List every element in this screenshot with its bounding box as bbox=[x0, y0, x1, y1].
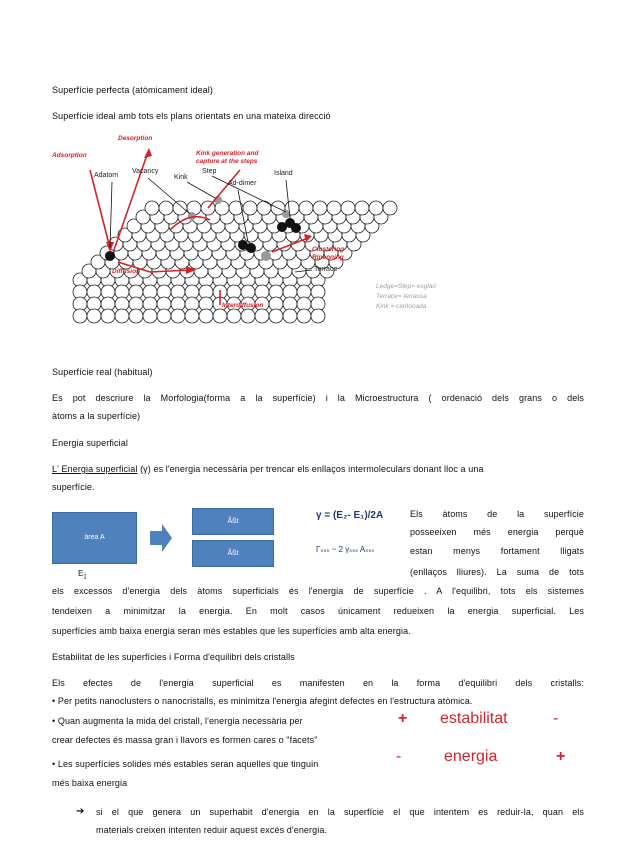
side-text-4: (enllaços lliures). La suma de tots bbox=[410, 567, 584, 577]
label-desorption: Desorption bbox=[118, 135, 153, 142]
bullet-nanoclusters: • Per petits nanoclusters o nanocristalls, es minimitza l'energia afegint defectes en l'estructura atòmica. bbox=[52, 696, 473, 706]
label-ripenning: Ripenning bbox=[312, 254, 344, 261]
lattice-atom bbox=[355, 201, 369, 215]
surface-energy-title: Energia superficial bbox=[52, 438, 128, 448]
arrow-text-2: materials creixen intenten reduir aquest excés d'energia. bbox=[96, 825, 328, 835]
label-step: Step bbox=[202, 168, 217, 175]
lattice-atom bbox=[313, 201, 327, 215]
lattice-atom bbox=[145, 201, 159, 215]
energy-e-sub: 1 bbox=[83, 574, 87, 581]
real-surface-desc-1: Es pot descriure la Morfologia(forma a la superfície) i la Microestructura ( ordenació dels grans o dels bbox=[52, 393, 584, 403]
arrow-bullet-icon: ➔ bbox=[76, 806, 85, 817]
stability-word: estabilitat bbox=[440, 710, 508, 727]
energy-plus: + bbox=[556, 748, 566, 765]
lattice-atom bbox=[327, 201, 341, 215]
lattice-atom bbox=[311, 309, 325, 323]
label-kink-generation-2: capture at the steps bbox=[196, 158, 258, 165]
label-adsorption: Adsorption bbox=[52, 152, 87, 159]
stability-line-1: Els efectes de l'energia superficial es manifesten en la forma d'equilibri dels cristalls: bbox=[52, 678, 584, 688]
bullet-stable-surfaces-2: més baixa energia bbox=[52, 778, 128, 788]
adatom-atom bbox=[105, 251, 115, 261]
gamma-total-formula: Γₛₛₛ ~ 2 γₛₛₛ Aₛₛₛ bbox=[316, 545, 375, 554]
real-surface-title: Superfície real (habitual) bbox=[52, 367, 153, 377]
lattice-atom bbox=[101, 309, 115, 323]
bullet-crystal-size-2: crear defectes és massa gran i llavors es formen cares o "facets" bbox=[52, 735, 318, 745]
body-text-1: els excessos d'energia dels àtoms superficials és l'energia de superfície . A l'equilibri, tots els sistemes bbox=[52, 586, 584, 596]
lattice-atom bbox=[297, 309, 311, 323]
lattice-atom bbox=[283, 309, 297, 323]
lattice-atom bbox=[257, 201, 271, 215]
perfect-surface-title: Superfície perfecta (atòmicament ideal) bbox=[52, 85, 213, 95]
label-interdiffusion: Interdiffusion bbox=[222, 302, 264, 309]
slab-top-box: Ãßt bbox=[192, 508, 274, 535]
cluster-atom bbox=[261, 251, 271, 261]
lattice-atom bbox=[87, 309, 101, 323]
side-text-3: estan menys fortament lligats bbox=[410, 546, 584, 556]
adsorption-arrow bbox=[90, 170, 110, 248]
lattice-atom bbox=[269, 309, 283, 323]
lattice-atom bbox=[369, 201, 383, 215]
lattice-atom bbox=[227, 309, 241, 323]
side-text-2: posseeixen més energia perquè bbox=[410, 527, 584, 537]
label-ad-dimer: Ad-dimer bbox=[228, 180, 257, 187]
arrow-text-1: si el que genera un superhabit d'energia en la superfície el que intentem es reduir-la, quan els bbox=[96, 807, 584, 817]
lattice-atom bbox=[173, 201, 187, 215]
split-arrow bbox=[150, 524, 172, 557]
energy-e1-label bbox=[78, 569, 87, 581]
label-clustering: Clustering bbox=[312, 246, 345, 253]
lattice-atom bbox=[185, 309, 199, 323]
surface-energy-definition bbox=[52, 463, 584, 475]
label-diffusion: Diffusion bbox=[112, 268, 141, 275]
stability-minus: - bbox=[553, 710, 559, 727]
lattice-atom bbox=[171, 309, 185, 323]
slab-bottom-box: Ãßt bbox=[192, 540, 274, 567]
side-text-1: Els àtoms de la superfície bbox=[410, 509, 584, 519]
kink-pointer bbox=[187, 182, 215, 198]
real-surface-desc-2: àtoms a la superfície) bbox=[52, 411, 141, 421]
energy-e-letter: E bbox=[78, 569, 84, 578]
label-kink-generation: Kink generation and bbox=[196, 150, 259, 157]
lattice-atom bbox=[115, 309, 129, 323]
legend-ledge: Ledge=Step= esglaó bbox=[376, 283, 436, 290]
lattice-atom bbox=[159, 201, 173, 215]
lattice-atom bbox=[213, 309, 227, 323]
energy-word: energia bbox=[444, 748, 498, 765]
lattice-atom bbox=[199, 309, 213, 323]
lattice-atom bbox=[241, 309, 255, 323]
lattice-atom bbox=[157, 309, 171, 323]
legend-kink: Kink = cantonada bbox=[376, 303, 427, 310]
split-arrow-svg bbox=[150, 524, 172, 552]
lattice-atom bbox=[383, 201, 397, 215]
body-text-2: tendeixen a minimitzar la energia. En molt casos únicament redueixen la energia superficial. Les bbox=[52, 606, 584, 616]
legend-terrace: Terrace= terrassa bbox=[376, 293, 427, 300]
stability-plus: + bbox=[398, 710, 408, 727]
body-text-3: superfícies amb baixa energia seran més estables que les superfícies amb alta energia. bbox=[52, 626, 411, 636]
gamma-formula: γ = (E₂- E₁)/2A bbox=[316, 510, 384, 521]
stability-title: Estabilitat de les superfícies i Forma d'equilibri dels cristalls bbox=[52, 652, 295, 662]
surface-energy-term: L' Energia superficial bbox=[52, 464, 138, 474]
label-kink: Kink bbox=[174, 174, 188, 181]
bullet-crystal-size-1: • Quan augmenta la mida del cristall, l'energia necessària per bbox=[52, 716, 303, 726]
island-atom-3 bbox=[291, 223, 301, 233]
lattice-atom bbox=[73, 309, 87, 323]
lattice-atom bbox=[299, 201, 313, 215]
area-a-box: àrea A bbox=[52, 512, 137, 564]
lattice-atom bbox=[129, 309, 143, 323]
label-terrace: Terrace bbox=[314, 266, 338, 273]
surface-energy-def-rest: (γ) es l'energia necessària per trencar els enllaços intermoleculars donant lloc a una bbox=[137, 464, 484, 474]
step-atom bbox=[282, 210, 290, 218]
lattice-atom bbox=[143, 309, 157, 323]
bullet-stable-surfaces-1: • Les superfícies solides més estables seran aquelles que tinguin bbox=[52, 759, 319, 769]
ad-dimer-atom-2 bbox=[246, 243, 256, 253]
label-adatom: Adatom bbox=[94, 172, 119, 179]
surface-energy-def-line2: superfície. bbox=[52, 482, 95, 492]
label-vacancy: Vacancy bbox=[132, 168, 159, 175]
label-island: Island bbox=[274, 170, 293, 177]
lattice-atom bbox=[243, 201, 257, 215]
lattice-atom bbox=[341, 201, 355, 215]
desorption-arrowhead bbox=[144, 148, 152, 158]
split-arrow-shape bbox=[150, 524, 172, 552]
lattice-atom bbox=[255, 309, 269, 323]
energy-minus: - bbox=[396, 748, 402, 765]
perfect-surface-desc: Superfície ideal amb tots els plans orientats en una mateixa direcció bbox=[52, 111, 331, 121]
